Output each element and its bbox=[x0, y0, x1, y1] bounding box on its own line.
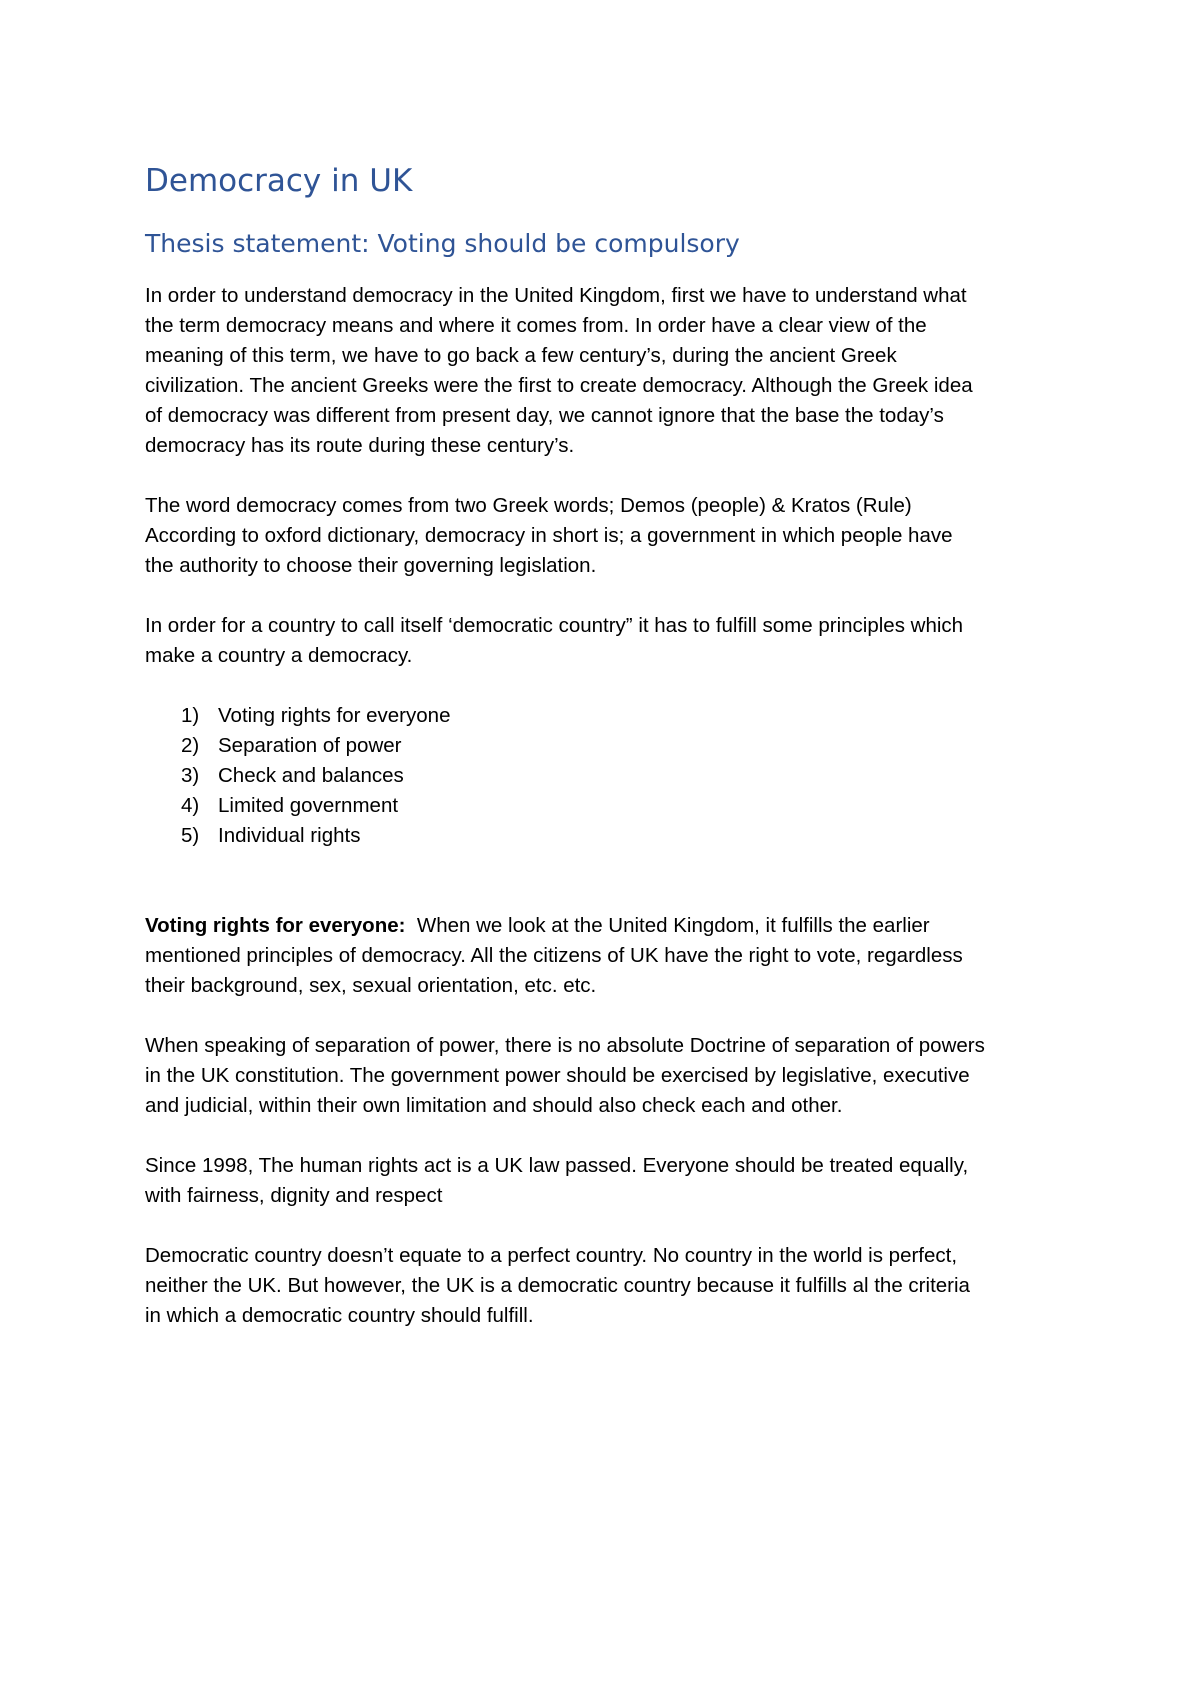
list-item bbox=[181, 791, 1075, 821]
principles-list bbox=[145, 701, 1075, 851]
paragraph-line: of democracy was different from present day, we cannot ignore that the base the today’s bbox=[145, 404, 944, 428]
paragraph-principles-intro bbox=[145, 611, 1075, 671]
paragraph-word-definition bbox=[145, 491, 1075, 581]
paragraph-line: meaning of this term, we have to go back a few century’s, during the ancient Greek bbox=[145, 344, 897, 368]
paragraph-text: When we look at the United Kingdom, it fulfills the earlier bbox=[416, 914, 930, 938]
paragraph-separation-of-power bbox=[145, 1031, 1075, 1121]
paragraph-line: make a country a democracy. bbox=[145, 644, 413, 668]
paragraph-line: and judicial, within their own limitation and should also check each and other. bbox=[145, 1094, 843, 1118]
paragraph-human-rights bbox=[145, 1151, 1075, 1211]
paragraph-line: According to oxford dictionary, democracy in short is; a government in which people have bbox=[145, 524, 953, 548]
list-number: 1) bbox=[181, 704, 200, 728]
list-item-text: Check and balances bbox=[218, 764, 404, 788]
bold-lead-in: Voting rights for everyone bbox=[145, 914, 399, 938]
list-number: 4) bbox=[181, 794, 200, 818]
paragraph-line: the term democracy means and where it comes from. In order have a clear view of the bbox=[145, 314, 927, 338]
paragraph-line: democracy has its route during these century’s. bbox=[145, 434, 575, 458]
paragraph-line: civilization. The ancient Greeks were the first to create democracy. Although the Greek idea bbox=[145, 374, 973, 398]
list-number: 3) bbox=[181, 764, 200, 788]
lead-separator: : bbox=[398, 914, 417, 938]
paragraph-line: In order for a country to call itself ‘democratic country” it has to fulfill some principles which bbox=[145, 614, 964, 638]
list-item bbox=[181, 761, 1075, 791]
thesis-statement: Thesis statement: Voting should be compulsory bbox=[145, 229, 740, 259]
paragraph-line: their background, sex, sexual orientation, etc. etc. bbox=[145, 974, 597, 998]
list-number: 2) bbox=[181, 734, 200, 758]
list-item-text: Individual rights bbox=[218, 824, 361, 848]
list-item bbox=[181, 731, 1075, 761]
paragraph-line: in which a democratic country should fulfill. bbox=[145, 1304, 534, 1328]
paragraph-line: Democratic country doesn’t equate to a perfect country. No country in the world is perfect, bbox=[145, 1244, 958, 1268]
list-item bbox=[181, 821, 1075, 851]
document-body bbox=[145, 163, 1075, 1361]
paragraph-line: neither the UK. But however, the UK is a democratic country because it fulfills al the criteria bbox=[145, 1274, 970, 1298]
list-item-text: Separation of power bbox=[218, 734, 402, 758]
paragraph-line: In order to understand democracy in the United Kingdom, first we have to understand what bbox=[145, 284, 967, 308]
list-number: 5) bbox=[181, 824, 200, 848]
paragraph-democracy-origin bbox=[145, 281, 1075, 461]
paragraph-line bbox=[145, 911, 1075, 941]
list-item bbox=[181, 701, 1075, 731]
paragraph-conclusion bbox=[145, 1241, 1075, 1331]
paragraph-line: When speaking of separation of power, there is no absolute Doctrine of separation of powers bbox=[145, 1034, 985, 1058]
paragraph-voting-rights bbox=[145, 911, 1075, 1001]
paragraph-line: mentioned principles of democracy. All the citizens of UK have the right to vote, regardless bbox=[145, 944, 963, 968]
paragraph-line: The word democracy comes from two Greek words; Demos (people) & Kratos (Rule) bbox=[145, 494, 912, 518]
paragraph-line: Since 1998, The human rights act is a UK law passed. Everyone should be treated equally, bbox=[145, 1154, 969, 1178]
paragraph-line: with fairness, dignity and respect bbox=[145, 1184, 443, 1208]
list-item-text: Voting rights for everyone bbox=[218, 704, 451, 728]
paragraph-line: in the UK constitution. The government power should be exercised by legislative, executive bbox=[145, 1064, 970, 1088]
document-title: Democracy in UK bbox=[145, 163, 413, 199]
list-item-text: Limited government bbox=[218, 794, 399, 818]
paragraph-line: the authority to choose their governing legislation. bbox=[145, 554, 597, 578]
